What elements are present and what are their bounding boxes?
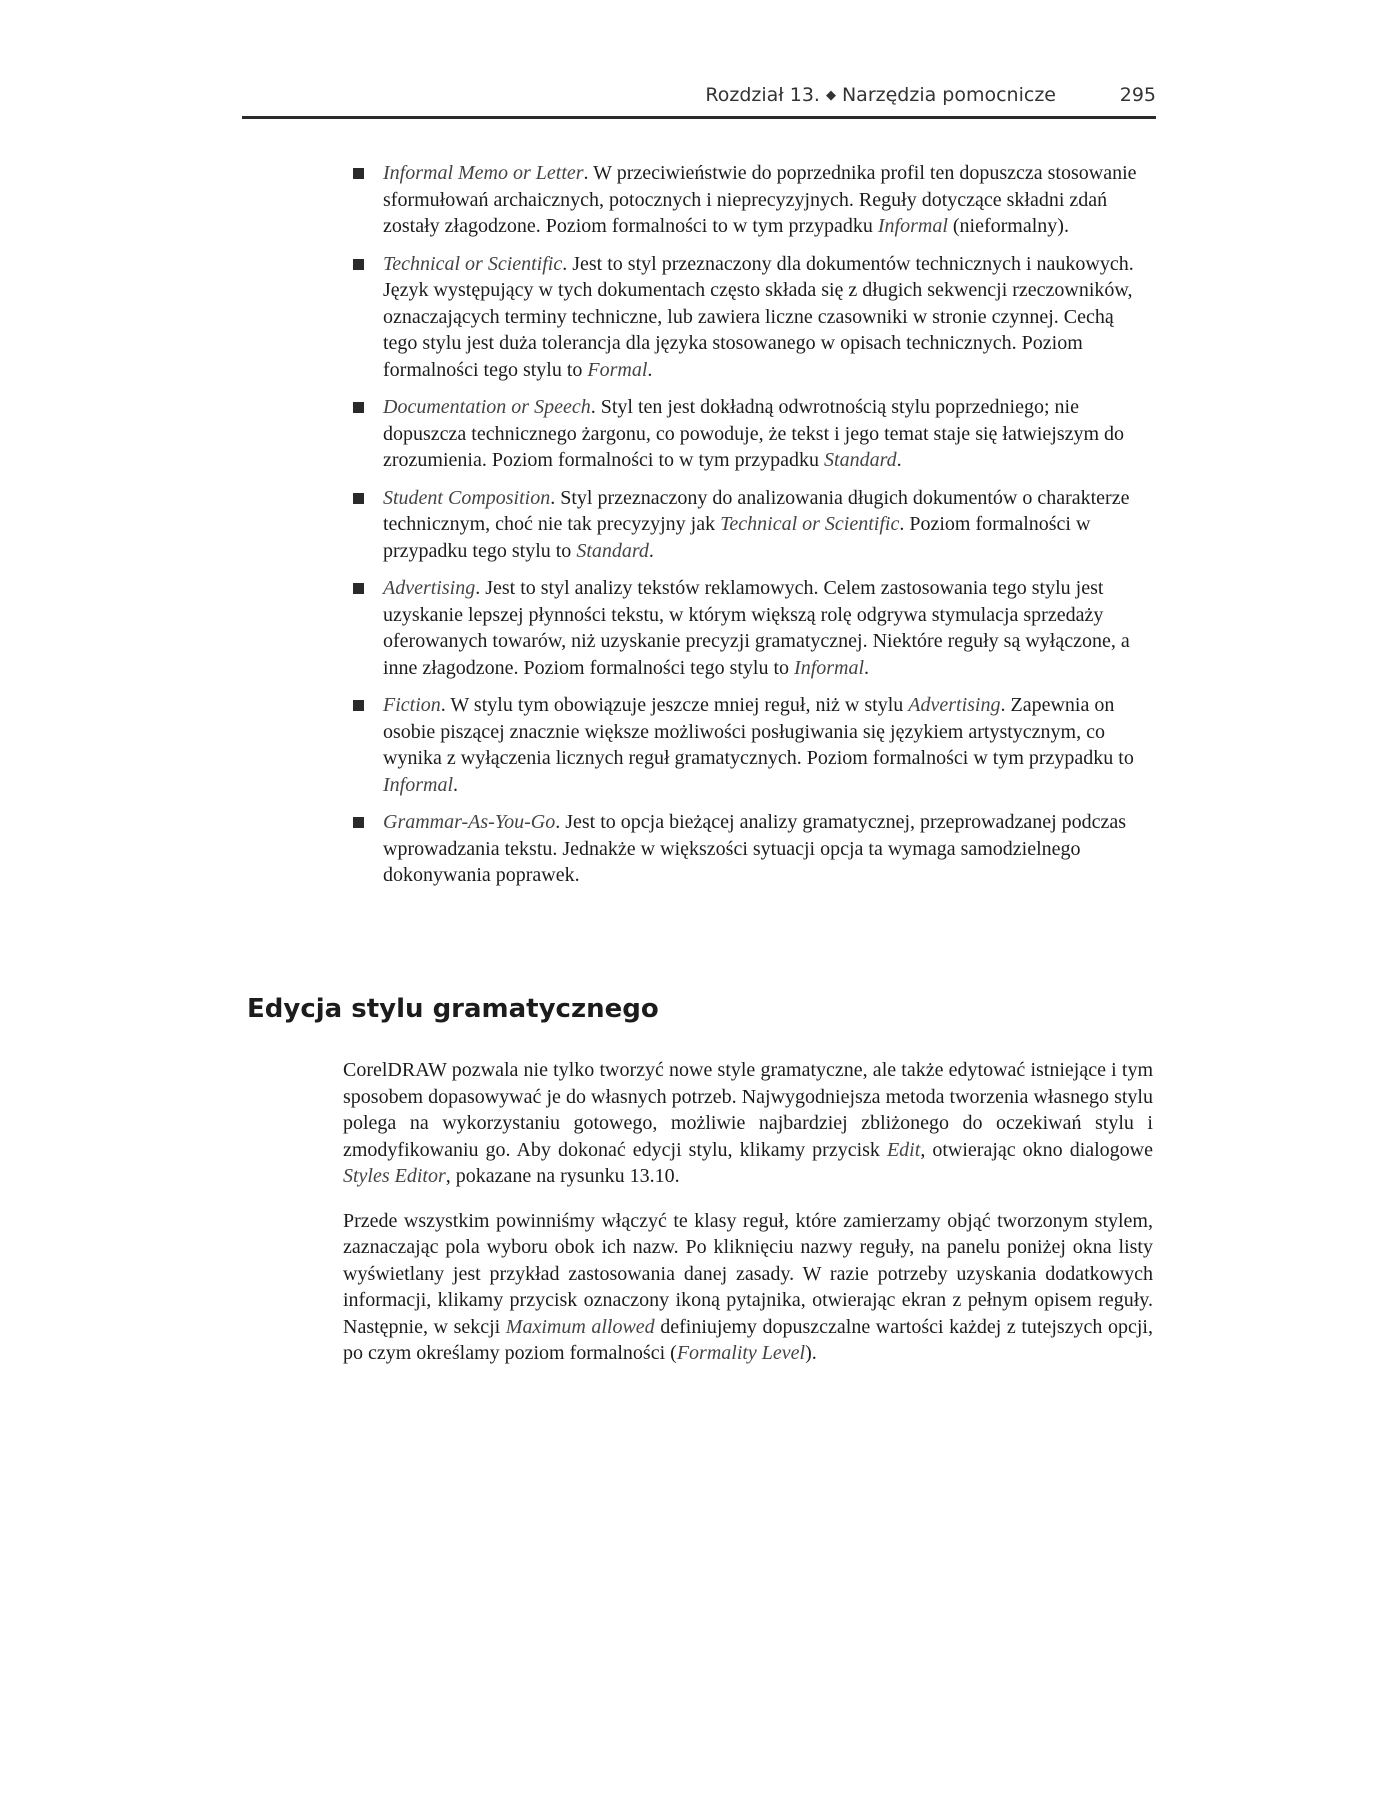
list-item: [353, 575, 1143, 681]
square-bullet-icon: [353, 402, 364, 413]
section-body: [343, 1057, 1153, 1385]
paragraph-text: ).: [805, 1342, 817, 1364]
header-title: [705, 84, 1056, 106]
square-bullet-icon: [353, 168, 364, 179]
item-tail: .: [896, 449, 902, 471]
item-description: . Jest to styl przeznaczony dla dokumentów technicznych i naukowych. Język występujący w tych dokumentach często składa się z długich sekwencji rzeczowników, oznaczających terminy techniczne, lub zawiera liczne czasowniki w stronie czynnej. Cechą tego stylu jest duża tolerancja dla języka stosowanego w opisach technicznych. Poziom formalności tego stylu to: [383, 252, 1134, 381]
running-header: [242, 82, 1156, 119]
option-name-reference: Formality Level: [676, 1342, 806, 1364]
formality-level: Formal: [587, 358, 648, 381]
square-bullet-icon: [353, 817, 364, 828]
formality-level: Informal: [383, 773, 453, 796]
list-item: [353, 809, 1143, 889]
item-description-continued: . Zapewnia on osobie piszącej znacznie większe możliwości posługiwania się językiem artystycznym, co wynika z wyłączenia licznych reguł gramatycznych. Poziom formalności w tym przypadku to: [383, 694, 1134, 769]
item-description: . Jest to styl analizy tekstów reklamowych. Celem zastosowania tego stylu jest uzyskanie lepszej płynności tekstu, w którym większą rolę odgrywa stymulacja sprzedaży oferowanych towarów, niż uzyskanie precyzji gramatycznej. Niektóre reguły są wyłączone, a inne złagodzone. Poziom formalności tego stylu to: [383, 577, 1130, 679]
paragraph-text: definiujemy dopuszczalne wartości każdej z tutejszych opcji, po czym określamy poziom formalności (: [343, 1315, 1153, 1364]
paragraph-text: , pokazane na rysunku 13.10.: [445, 1165, 680, 1187]
item-description: . W przeciwieństwie do poprzednika profil ten dopuszcza stosowanie sformułowań archaicznych, potocznych i nieprecyzyjnych. Reguły dotyczące składni zdań zostały złagodzone. Poziom formalności to w tym przypadku: [383, 162, 1137, 237]
list-item: [353, 692, 1143, 798]
formality-level: Informal: [877, 215, 948, 237]
dialog-name-reference: Styles Editor: [343, 1165, 446, 1187]
square-bullet-icon: [353, 259, 364, 270]
formality-level: Informal: [794, 656, 865, 679]
body-paragraph: [343, 1208, 1153, 1367]
item-description: . Styl przeznaczony do analizowania długich dokumentów o charakterze technicznym, choć nie tak precyzyjny jak: [383, 486, 1130, 535]
style-term: Documentation or Speech: [383, 396, 591, 418]
list-item: [353, 485, 1143, 565]
square-bullet-icon: [353, 700, 364, 711]
list-item-text: [383, 575, 1143, 681]
style-term: Student Composition: [383, 486, 551, 509]
chapter-label: Rozdział 13.: [705, 84, 820, 106]
style-list: [353, 160, 1143, 900]
style-term: Grammar-As-You-Go: [383, 811, 556, 833]
diamond-separator-icon: ◆: [825, 88, 836, 103]
item-description: . Styl ten jest dokładną odwrotnością stylu poprzedniego; nie dopuszcza technicznego żargonu, co powoduje, że tekst i jego temat staje się łatwiejszym do zrozumienia. Poziom formalności to w tym przypadku: [383, 396, 1125, 471]
square-bullet-icon: [353, 583, 364, 594]
list-item-text: [383, 809, 1143, 889]
item-description-continued: . Poziom formalności w przypadku tego stylu to: [383, 513, 1091, 562]
edit-button-reference: Edit: [886, 1138, 921, 1161]
formality-level: Standard: [824, 449, 897, 471]
formality-level: Standard: [576, 539, 649, 562]
item-tail: .: [453, 773, 458, 796]
section-heading: Edycja stylu gramatycznego: [247, 994, 659, 1024]
body-paragraph: [343, 1057, 1153, 1190]
list-item: [353, 160, 1143, 240]
item-description: . W stylu tym obowiązuje jeszcze mniej reguł, niż w stylu: [440, 694, 909, 716]
list-item-text: [383, 251, 1143, 384]
list-item-text: [383, 485, 1143, 565]
style-term: Technical or Scientific: [383, 252, 563, 275]
paragraph-text: Przede wszystkim powinniśmy włączyć te klasy reguł, które zamierzamy objąć tworzonym stylem, zaznaczając pola wyboru obok ich nazw. Po kliknięciu nazwy reguły, na panelu poniżej okna listy wyświetlany jest przykład zastosowania danej zasady. W razie potrzeby uzyskania dodatkowych informacji, klikamy przycisk oznaczony ikoną pytajnika, otwierając ekran z pełnym opisem reguły. Następnie, w sekcji: [343, 1209, 1153, 1338]
section-name-reference: Maximum allowed: [505, 1315, 655, 1338]
item-tail: .: [864, 656, 870, 679]
list-item: [353, 394, 1143, 474]
list-item-text: [383, 692, 1143, 798]
section-label: Narzędzia pomocnicze: [841, 84, 1056, 106]
list-item-text: [383, 394, 1143, 474]
item-tail: (nieformalny).: [947, 215, 1069, 237]
item-tail: .: [648, 539, 654, 562]
list-item: [353, 251, 1143, 384]
style-reference: Advertising: [908, 694, 1001, 716]
paragraph-text: CorelDRAW pozwala nie tylko tworzyć nowe style gramatyczne, ale także edytować istniejące i tym sposobem dopasowywać je do własnych potrzeb. Najwygodniejsza metoda tworzenia własnego stylu polega na wykorzystaniu gotowego, możliwie najbardziej zbliżonego do oczekiwań stylu i zmodyfikowaniu go. Aby dokonać edycji stylu, klikamy przycisk: [343, 1059, 1153, 1161]
item-tail: .: [647, 358, 653, 381]
style-term: Informal Memo or Letter: [383, 162, 584, 184]
list-item-text: [383, 160, 1143, 240]
style-term: Fiction: [383, 694, 441, 716]
style-reference: Technical or Scientific: [720, 513, 900, 535]
style-term: Advertising: [383, 577, 476, 599]
square-bullet-icon: [353, 493, 364, 504]
item-description: . Jest to opcja bieżącej analizy gramatycznej, przeprowadzanej podczas wprowadzania tekstu. Jednakże w większości sytuacji opcja ta wymaga samodzielnego dokonywania poprawek.: [383, 811, 1127, 886]
paragraph-text: , otwierając okno dialogowe: [920, 1138, 1154, 1161]
page-number: 295: [1119, 84, 1156, 106]
